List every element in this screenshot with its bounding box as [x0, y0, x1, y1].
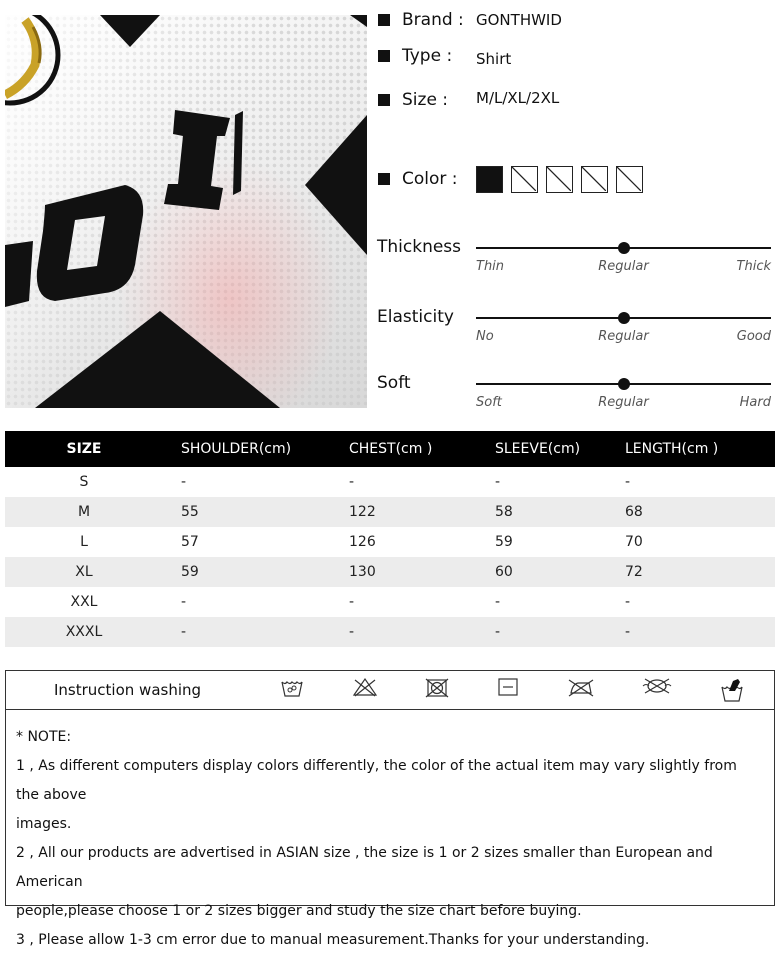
scale-middle-label: Regular	[598, 259, 649, 274]
size-label: Size :	[402, 90, 449, 110]
table-cell: 130	[331, 557, 477, 587]
spec-brand	[378, 10, 562, 30]
bullet-square-icon	[378, 14, 390, 26]
table-row	[5, 467, 775, 497]
note-line: 3 , Please allow 1-3 cm error due to manual measurement.Thanks for your understanding.	[16, 932, 650, 948]
table-cell: -	[625, 594, 631, 610]
hand-wash-icon	[280, 677, 304, 699]
table-row	[5, 527, 775, 557]
color-label: Color :	[402, 169, 458, 189]
table-cell: XL	[5, 557, 163, 587]
spec-type	[378, 46, 512, 68]
note-line: 1 , As different computers display colors differently, the color of the actual item may vary slightly from the above	[16, 758, 737, 803]
table-cell: -	[495, 474, 501, 490]
header-chest: CHEST(cm )	[331, 431, 477, 467]
dry-flat-icon	[497, 677, 519, 697]
color-swatch-2[interactable]	[511, 166, 538, 193]
product-photo	[5, 15, 367, 408]
note-line: images.	[16, 816, 72, 832]
table-cell: 59	[163, 557, 331, 587]
note-line: people,please choose 1 or 2 sizes bigger and study the size chart before buying.	[16, 903, 582, 919]
header-length: LENGTH(cm )	[607, 431, 775, 467]
table-cell: 58	[477, 497, 607, 527]
note-heading: * NOTE:	[16, 729, 72, 745]
elasticity-label: Elasticity	[377, 307, 454, 327]
table-cell: XXXL	[5, 617, 163, 647]
table-cell: -	[163, 617, 331, 647]
table-cell: -	[625, 474, 631, 490]
table-cell: M	[5, 497, 163, 527]
diagonal-slash-icon	[512, 167, 536, 191]
washing-instructions	[5, 670, 775, 710]
spec-color	[378, 169, 488, 189]
table-cell: 68	[607, 497, 775, 527]
brand-label: Brand :	[402, 10, 464, 30]
table-cell: -	[181, 474, 187, 490]
table-cell: 59	[495, 534, 513, 550]
scale-indicator-dot	[618, 242, 630, 254]
size-value: M/L/XL/2XL	[476, 89, 560, 107]
table-cell: 122	[331, 497, 477, 527]
soft-scale	[476, 377, 771, 417]
table-cell: 60	[477, 557, 607, 587]
scale-middle-label: Regular	[598, 329, 649, 344]
note-section	[5, 709, 775, 948]
do-not-tumble-dry-icon	[425, 677, 449, 699]
thickness-scale	[476, 241, 771, 281]
table-row	[5, 587, 775, 617]
scale-right-label: Hard	[739, 395, 771, 410]
color-swatch-4[interactable]	[581, 166, 608, 193]
washing-title: Instruction washing	[54, 681, 202, 699]
scale-middle-label: Regular	[598, 395, 649, 410]
color-swatches	[476, 166, 643, 193]
do-not-dry-clean-icon	[642, 677, 672, 695]
diagonal-slash-icon	[582, 167, 606, 191]
table-cell: -	[349, 474, 355, 490]
size-chart-table	[5, 431, 775, 647]
scale-indicator-dot	[618, 378, 630, 390]
scale-right-label: Good	[736, 329, 771, 344]
diagonal-slash-icon	[547, 167, 571, 191]
table-cell: 70	[625, 534, 643, 550]
table-cell: S	[79, 474, 89, 490]
type-value: Shirt	[476, 50, 512, 68]
do-not-iron-icon	[567, 677, 595, 697]
diagonal-slash-icon	[617, 167, 641, 191]
scale-indicator-dot	[618, 312, 630, 324]
table-row	[5, 557, 775, 587]
soft-label: Soft	[377, 373, 411, 393]
table-cell: -	[331, 617, 477, 647]
thickness-label: Thickness	[377, 237, 462, 257]
size-chart-header	[5, 431, 775, 467]
table-cell: XXL	[70, 594, 98, 610]
type-label: Type :	[402, 46, 453, 66]
table-cell: -	[477, 617, 607, 647]
scale-left-label: Soft	[476, 395, 502, 410]
bullet-square-icon	[378, 94, 390, 106]
note-line: 2 , All our products are advertised in ASIAN size , the size is 1 or 2 sizes smaller than European and American	[16, 845, 713, 890]
table-cell: 126	[349, 534, 376, 550]
spec-size	[378, 89, 560, 110]
table-cell: 57	[181, 534, 199, 550]
table-cell: 72	[607, 557, 775, 587]
table-row	[5, 617, 775, 647]
brand-value: GONTHWID	[476, 11, 562, 29]
bullet-square-icon	[378, 50, 390, 62]
color-swatch-3[interactable]	[546, 166, 573, 193]
table-cell: L	[80, 534, 88, 550]
color-swatch-1[interactable]	[476, 166, 503, 193]
header-sleeve: SLEEVE(cm)	[477, 431, 607, 467]
bullet-square-icon	[378, 173, 390, 185]
table-cell: 55	[163, 497, 331, 527]
header-shoulder: SHOULDER(cm)	[163, 431, 331, 467]
table-cell: -	[349, 594, 355, 610]
scale-left-label: Thin	[476, 259, 505, 274]
elasticity-scale	[476, 311, 771, 351]
header-size: SIZE	[5, 431, 163, 467]
table-cell: -	[495, 594, 501, 610]
table-row	[5, 497, 775, 527]
scale-right-label: Thick	[736, 259, 771, 274]
table-cell: -	[607, 617, 775, 647]
scale-left-label: No	[476, 329, 494, 344]
do-not-bleach-icon	[352, 677, 378, 697]
color-swatch-5[interactable]	[616, 166, 643, 193]
shirt-print-graphic	[5, 15, 367, 408]
hand-wash-tub-icon	[720, 677, 744, 703]
table-cell: -	[181, 594, 187, 610]
